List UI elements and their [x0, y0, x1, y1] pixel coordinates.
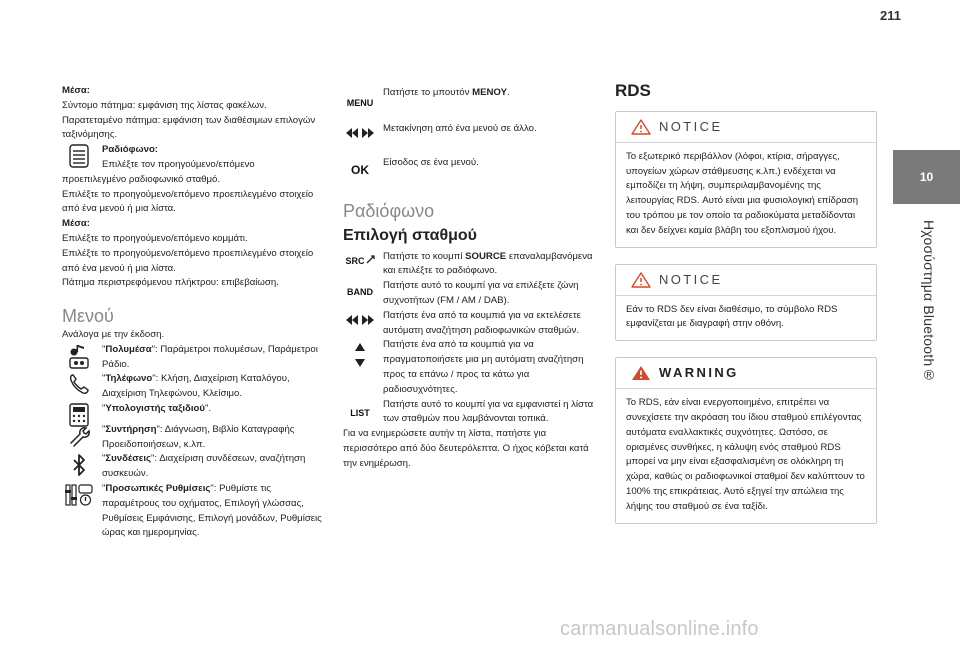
multimedia-icon: [62, 343, 96, 369]
quote: ": [102, 373, 106, 385]
menu-item-name: Συντήρηση: [105, 423, 157, 435]
menu-key-row: [343, 86, 595, 116]
ok-key-icon: OK: [351, 163, 369, 177]
radio-line: Επιλέξτε το προηγούμενο/επόμενο προεπιλεγμένο στοιχείο από ένα μενού ή μια λίστα.: [62, 188, 314, 215]
menu-item-personal-settings: [62, 482, 324, 541]
src-key-label: SRC: [345, 255, 365, 266]
media-line: Παρατεταμένο πάτημα: εμφάνιση των διαθέσιμων επιλογών ταξινόμησης.: [62, 114, 316, 141]
chapter-side-title: [893, 210, 960, 580]
quote: ": [102, 482, 106, 494]
radio-block: [62, 143, 324, 187]
menu-item-multimedia: [62, 343, 324, 373]
band-key-icon: BAND: [347, 287, 373, 298]
radio-line: Επιλέξτε τον προηγούμενο/επόμενο: [102, 158, 255, 170]
notice-label: NOTICE: [659, 118, 723, 134]
watermark: carmanualsonline.info: [560, 618, 759, 640]
menu-section-title: Μενού: [62, 306, 114, 327]
menu-key-text: Πατήστε το μπουτόν: [383, 87, 473, 98]
menu-item-phone: [62, 372, 324, 402]
chapter-title: Ηχοσύστημα Bluetooth®: [921, 220, 937, 383]
maintenance-wrench-icon: [62, 423, 96, 447]
page-number: 211: [880, 8, 901, 23]
chapter-tab[interactable]: 10: [893, 150, 960, 204]
station-select-title: Επιλογή σταθμού: [343, 226, 477, 244]
menu-item-desc: ": Ρυθμίστε τις παραμέτρους του οχήματος, Επιλογή γλώσσας, Ρυθμίσεις Εμφάνισης, Επιλογή μονάδων, Ρυθμίσεις ώρας και ημερομηνίας.: [102, 482, 322, 539]
notice-label: NOTICE: [659, 271, 723, 287]
menu-item-desc: ": Διάγνωση, Βιβλίο Καταγραφής Προειδοποιήσεων, κ.λπ.: [102, 423, 295, 450]
column-middle: [343, 86, 595, 472]
band-text: Πατήστε αυτό το κουμπί για να επιλέξετε ζώνη συχνοτήτων (FM / AM / DAB).: [383, 280, 579, 306]
menu-intro: Ανάλογα με την έκδοση.: [62, 328, 165, 340]
warning-label: WARNING: [659, 365, 739, 381]
notice-box: [615, 111, 877, 248]
src-key-icon: [343, 254, 377, 269]
menu-item-desc: ": Παράμετροι πολυμέσων, Παράμετροι Ράδιο.: [102, 343, 318, 370]
quote: ": [102, 402, 106, 414]
up-down-text: Πατήστε ένα από τα κουμπιά για να πραγματοποιήσετε μια μη αυτόματη αναζήτηση προς τα επάνω / προς τα κάτω για ραδιοσυχνότητες.: [383, 339, 584, 395]
menu-item-name: Προσωπικές Ρυθμίσεις: [105, 482, 211, 494]
phone-icon: [62, 372, 96, 396]
ok-text: Είσοδος σε ένα μενού.: [383, 157, 479, 168]
refresh-text: Για να ενημερώσετε αυτήν τη λίστα, πατήστε για περισσότερο από δύο δευτερόλεπτα. Ο ήχος κόβεται κατά την ενημέρωση.: [343, 428, 589, 469]
column-left: [62, 84, 324, 541]
warning-text: Το RDS, εάν είναι ενεργοποιημένο, επιτρέπει να συνεχίσετε την ακρόαση του ίδιου σταθμού επιλέγοντας αυτόματα εναλλακτικές συχνότητες. Ωστόσο, σε ορισμένες συνθήκες, η κάλυψη ενός σταθμού RDS μπορεί να μην είναι εξασφαλισμένη σε ολόκληρη τη χώρα, καθώς οι ραδιοφωνικοί σταθμοί δεν καλύπτουν το 100% της επικράτειας. Αυτό εξηγεί την απώλεια της λήψης του σταθμού σε ένα ταξίδι.: [626, 397, 865, 512]
radio-line-cont: προεπιλεγμένο ραδιοφωνικό σταθμό.: [62, 173, 221, 185]
up-down-arrows-icon: [343, 340, 377, 370]
media2-line: Επιλέξτε το προηγούμενο/επόμενο προεπιλεγμένο στοιχείο από ένα μενού ή μια λίστα.: [62, 247, 314, 274]
list-row: [343, 398, 595, 428]
seek-text: Πατήστε ένα από τα κουμπιά για να εκτελέσετε αυτόματη αναζήτηση ραδιοφωνικών σταθμών.: [383, 309, 581, 336]
warning-triangle-filled-icon: [631, 365, 651, 387]
menu-key-name: ΜΕΝΟΥ: [472, 87, 508, 98]
warning-triangle-icon: [631, 272, 651, 294]
quote: ": [102, 453, 106, 465]
media-heading: Μέσα:: [62, 85, 90, 96]
list-key-icon: LIST: [350, 407, 370, 418]
ok-row: [343, 156, 595, 186]
media2-line: Πάτημα περιστρεφόμενου πλήκτρου: επιβεβαίωση.: [62, 277, 279, 289]
media2-heading: Μέσα:: [62, 218, 90, 230]
seek-row: [343, 309, 595, 339]
menu-key-end: .: [507, 87, 510, 98]
source-row: [343, 250, 595, 280]
menu-item-name: Συνδέσεις: [105, 453, 151, 465]
menu-item-desc: ".: [204, 402, 212, 414]
notice-box: [615, 264, 877, 342]
list-text: Πατήστε αυτό το κουμπί για να εμφανιστεί η λίστα των σταθμών που λαμβάνονται τοπικά.: [383, 398, 594, 425]
menu-key-icon: MENU: [346, 98, 374, 108]
source-text-end: επαναλαμβανόμενα και επιλέξτε το ραδιόφωνο.: [383, 250, 593, 277]
source-key-name: SOURCE: [465, 250, 507, 262]
menu-item-desc: ": Διαχείριση συνδέσεων, αναζήτηση συσκευών.: [102, 453, 306, 480]
personalisation-settings-icon: [62, 482, 96, 508]
source-text: Πατήστε το κουμπί: [383, 250, 466, 262]
notice-text: Το εξωτερικό περιβάλλον (λόφοι, κτίρια, σήραγγες, υπογείων χώρων στάθμευσης κ.λπ.) ενδέχεται να εμποδίζει τη λήψη, συμπεριλαμβανομένης της λειτουργίας RDS. Αυτό είναι μια φυσιολογική επίδραση του τρόπου με τον οποίο τα ραδιοκύματα μεταδίδονται και δεν δείχνει καμία βλάβη του εξοπλισμού ήχου.: [626, 150, 859, 236]
column-right: [615, 81, 877, 540]
quote: ": [102, 343, 106, 355]
up-down-row: [343, 338, 595, 397]
menu-item-name: Πολυμέσα: [105, 343, 152, 355]
notice-text: Εάν το RDS δεν είναι διαθέσιμο, το σύμβολο RDS εμφανίζεται με διαγραφή στην οθόνη.: [626, 303, 838, 330]
bluetooth-icon: [62, 452, 96, 478]
arrows-text: Μετακίνηση από ένα μενού σε άλλο.: [383, 123, 537, 134]
menu-item-name: Υπολογιστής ταξιδιού: [105, 402, 205, 414]
seek-arrows-icon: [343, 314, 377, 326]
list-selector-icon: [62, 144, 96, 168]
menu-item-maintenance: [62, 423, 324, 453]
radio-heading: Ραδιόφωνο:: [102, 144, 158, 156]
menu-item-desc: ": Κλήση, Διαχείριση Καταλόγου, Διαχείριση Τηλεφώνου, Κλείσιμο.: [102, 373, 290, 400]
warning-box: [615, 357, 877, 523]
band-row: [343, 279, 595, 309]
warning-triangle-icon: [631, 119, 651, 141]
media2-line: Επιλέξτε το προηγούμενο/επόμενο κομμάτι.: [62, 232, 248, 244]
quote: ": [102, 423, 106, 435]
rds-title: RDS: [615, 81, 651, 100]
arrows-row: [343, 122, 595, 152]
media-line: Σύντομο πάτημα: εμφάνιση της λίστας φακέλων.: [62, 99, 267, 111]
radio-section-title: Ραδιόφωνο: [343, 201, 435, 221]
menu-item-connections: [62, 452, 324, 482]
left-right-arrows-icon: [343, 127, 377, 139]
menu-item-name: Τηλέφωνο: [105, 373, 153, 385]
menu-item-trip-computer: [62, 402, 324, 417]
